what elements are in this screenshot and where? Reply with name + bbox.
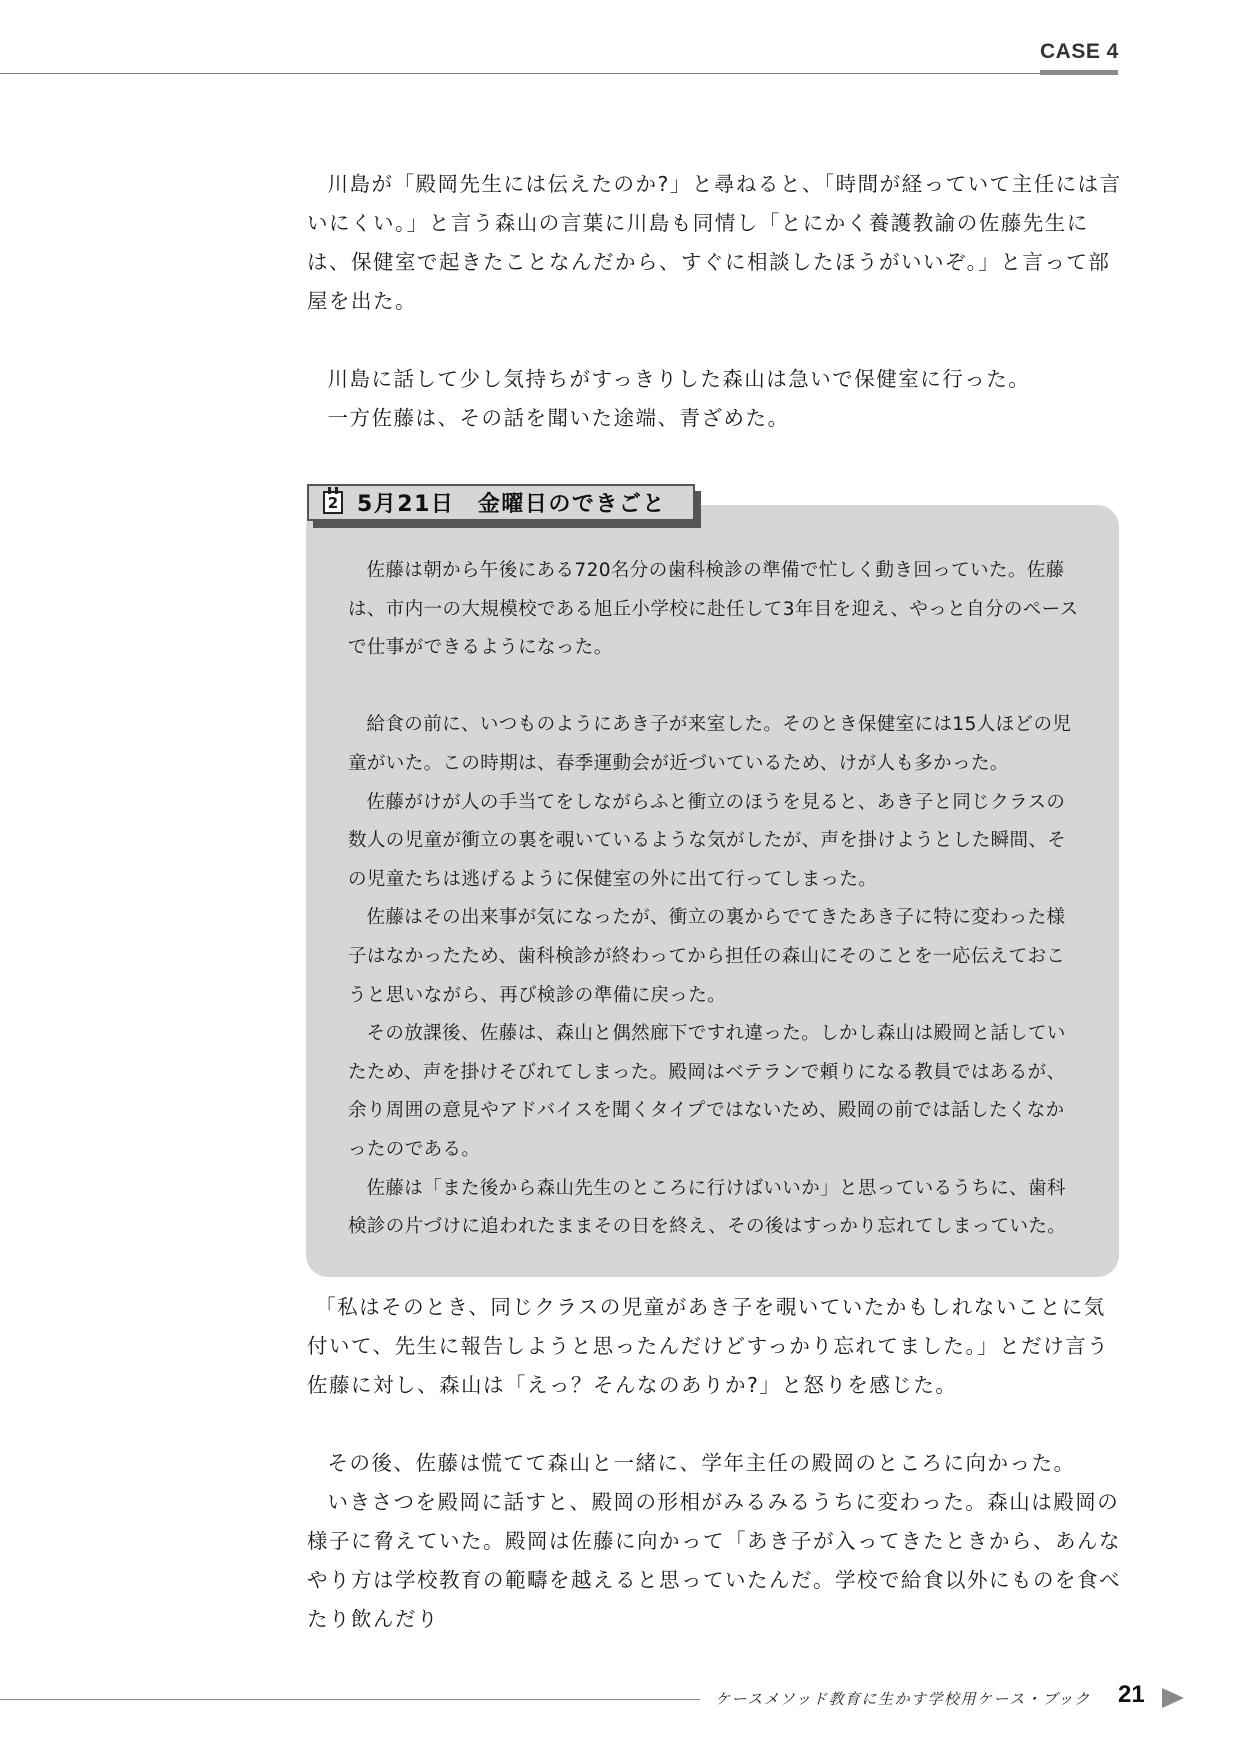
- footer-book-title: ケースメソッド教育に生かす学校用ケース・ブック: [715, 1690, 1091, 1708]
- footer-rule: [0, 1699, 700, 1700]
- paragraph: 佐藤は朝から午後にある720名分の歯科検診の準備で忙しく動き回っていた。佐藤は、市内一の大規模校である旭丘小学校に赴任して3年目を迎え、やっと自分のペースで仕事ができるようになった。: [348, 560, 1079, 659]
- paragraph: その放課後、佐藤は、森山と偶然廊下ですれ違った。しかし森山は殿岡と話していたため、声を掛けそびれてしまった。殿岡はベテランで頼りになる教員ではあるが、余り周囲の意見やアドバイスを聞くタイプではないため、殿岡の前では話したくなかったのである。: [348, 1023, 1066, 1160]
- paragraph: いきさつを殿岡に話すと、殿岡の形相がみるみるうちに変わった。森山は殿岡の様子に脅えていた。殿岡は佐藤に向かって「あき子が入ってきたときから、あんなやり方は学校教育の範疇を越えると思っていたんだ。学校で給食以外にものを食べたり飲んだり: [307, 1490, 1121, 1631]
- case-label: CASE 4: [1040, 40, 1119, 63]
- outro-block: [307, 1288, 1122, 1639]
- episode-text: [348, 552, 1083, 1247]
- paragraph: 佐藤はその出来事が気になったが、衝立の裏からでてきたあき子に特に変わった様子はなかったため、歯科検診が終わってから担任の森山にそのことを一応伝えておこうと思いながら、再び検診の準備に戻った。: [348, 907, 1066, 1006]
- paragraph: 一方佐藤は、その話を聞いた途端、青ざめた。: [327, 406, 790, 430]
- header-rule: [0, 73, 1118, 74]
- calendar-icon: 2: [323, 491, 343, 514]
- paragraph: 「私はそのとき、同じクラスの児童があき子を覗いていたかもしれないことに気付いて、先生に報告しようと思ったんだけどすっかり忘れてました。」とだけ言う佐藤に対し、森山は「えっ？そんなのありか?」と怒りを感じた。: [307, 1295, 1110, 1397]
- paragraph: 給食の前に、いつものようにあき子が来室した。そのとき保健室には15人ほどの児童がいた。この時期は、春季運動会が近づいているため、けが人も多かった。: [348, 714, 1072, 774]
- section-heading: [307, 484, 695, 521]
- paragraph: 川島が「殿岡先生には伝えたのか?」と尋ねると、「時間が経っていて主任には言いにくい。」と言う森山の言葉に川島も同情し「とにかく養護教諭の佐藤先生には、保健室で起きたことなんだから、すぐに相談したほうがいいぞ。」と言って部屋を出た。: [307, 172, 1122, 313]
- section-heading-text: 5月21日 金曜日のできごと: [357, 492, 666, 517]
- paragraph: 佐藤がけが人の手当てをしながらふと衝立のほうを見ると、あき子と同じクラスの数人の児童が衝立の裏を覗いているような気がしたが、声を掛けようとした瞬間、その児童たちは逃げるように保健室の外に出て行ってしまった。: [348, 791, 1067, 890]
- paragraph: 佐藤は「また後から森山先生のところに行けばいいか」と思っているうちに、歯科検診の片づけに追われたままその日を終え、その後はすっかり忘れてしまっていた。: [348, 1177, 1067, 1238]
- case-label-underline: [1040, 70, 1118, 75]
- paragraph: その後、佐藤は慌てて森山と一緒に、学年主任の殿岡のところに向かった。: [327, 1451, 1076, 1475]
- paragraph: 川島に話して少し気持ちがすっきりした森山は急いで保健室に行った。: [327, 367, 1031, 391]
- page-number: 21: [1118, 1681, 1145, 1708]
- intro-block: [307, 165, 1122, 438]
- triangle-right-icon: [1162, 1688, 1184, 1708]
